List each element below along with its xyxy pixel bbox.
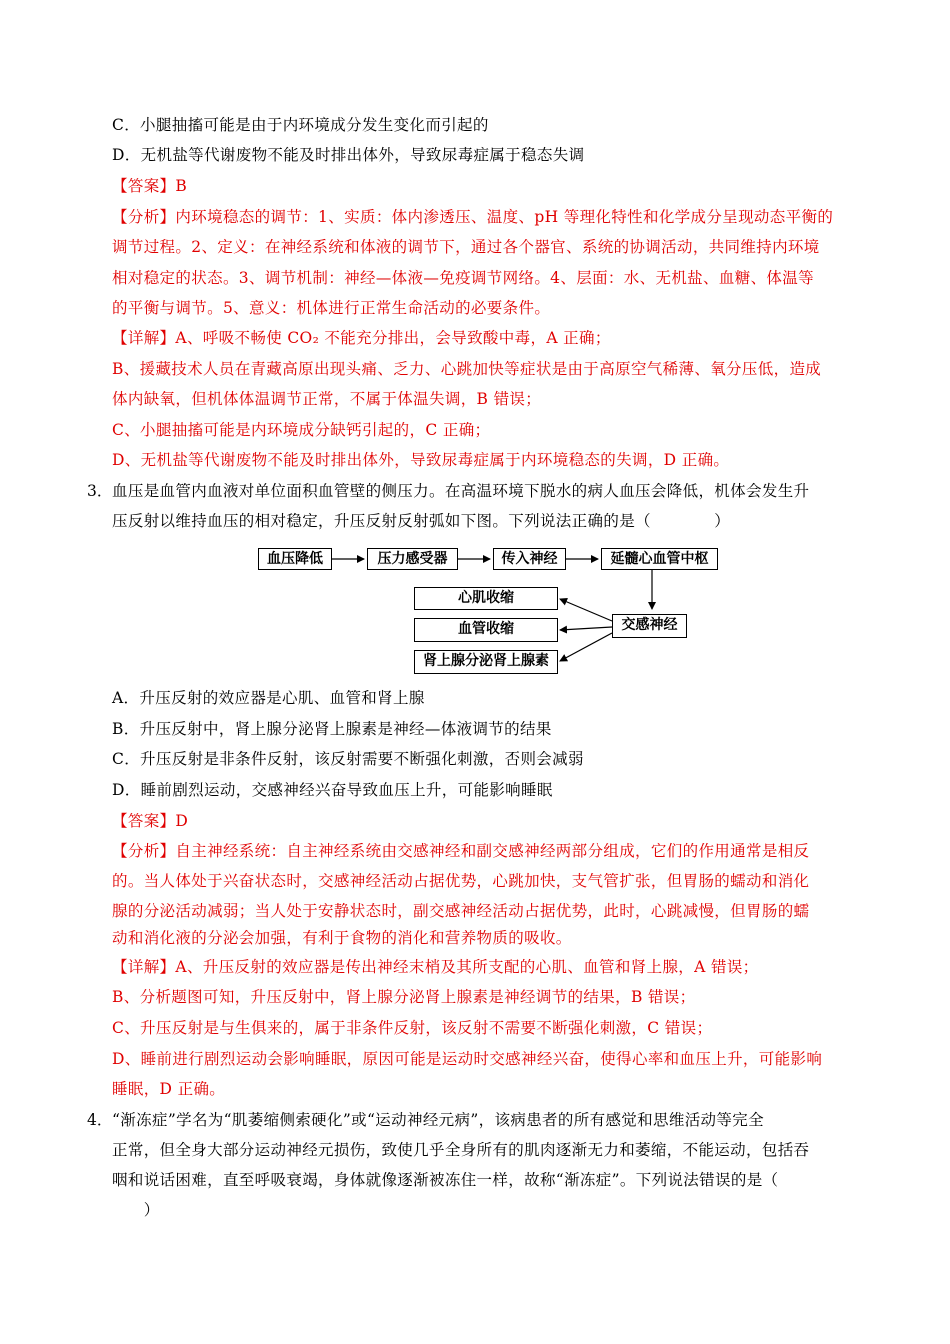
q3-option-d: D．睡前剧烈运动，交感神经兴奋导致血压上升，可能影响睡眠 (112, 781, 553, 799)
q2-detail-line: D、无机盐等代谢废物不能及时排出体外，导致尿毒症属于内环境稳态的失调，D 正确。 (112, 451, 730, 469)
q2-analysis-line: 的平衡与调节。5、意义：机体进行正常生命活动的必要条件。 (112, 299, 551, 317)
q3-detail-line: C、升压反射是与生俱来的，属于非条件反射，该反射不需要不断强化刺激，C 错误； (112, 1019, 713, 1037)
q3-detail-line: D、睡前进行剧烈运动会影响睡眠，原因可能是运动时交感神经兴奋，使得心率和血压上升，可能影响 (112, 1050, 823, 1068)
box-afferent-nerve: 传入神经 (493, 548, 566, 570)
q3-analysis-line: 腺的分泌活动减弱；当人处于安静状态时，副交感神经活动占据优势，此时，心跳减慢，但胃肠的蠕 (112, 902, 810, 920)
q2-analysis-line: 相对稳定的状态。3、调节机制：神经—体液—免疫调节网络。4、层面：水、无机盐、血糖、体温等 (112, 269, 814, 287)
q4-stem-line: ） (112, 1201, 160, 1219)
q3-stem-line: 压反射以维持血压的相对稳定，升压反射反射弧如下图。下列说法正确的是（ ） (112, 512, 731, 530)
box-bp-drop: 血压降低 (258, 548, 332, 570)
q4-number: 4． (87, 1111, 113, 1129)
q3-option-b: B．升压反射中，肾上腺分泌肾上腺素是神经—体液调节的结果 (112, 720, 552, 738)
q3-analysis-line: 的。当人体处于兴奋状态时，交感神经活动占据优势，心跳加快，支气管扩张，但胃肠的蠕动和消化 (112, 872, 810, 890)
q2-option-d: D．无机盐等代谢废物不能及时排出体外，导致尿毒症属于稳态失调 (112, 146, 585, 164)
q3-detail-line: B、分析题图可知，升压反射中，肾上腺分泌肾上腺素是神经调节的结果，B 错误； (112, 988, 696, 1006)
q4-stem-line: 咽和说话困难，直至呼吸衰竭，身体就像逐渐被冻住一样，故称“渐冻症”。下列说法错误的是（ (112, 1171, 779, 1189)
box-vasoconstriction: 血管收缩 (414, 618, 558, 642)
arrow-to-adrenal (560, 633, 612, 661)
box-cardiac-contraction: 心肌收缩 (414, 587, 558, 610)
q3-stem-line: 血压是血管内血液对单位面积血管壁的侧压力。在高温环境下脱水的病人血压会降低，机体会发生升 (112, 482, 810, 500)
q3-option-c: C．升压反射是非条件反射，该反射需要不断强化刺激，否则会减弱 (112, 750, 584, 768)
q2-detail-line: B、援藏技术人员在青藏高原出现头痛、乏力、心跳加快等症状是由于高原空气稀薄、氧分压低，造成 (112, 360, 822, 378)
q2-detail-line: C、小腿抽搐可能是内环境成分缺钙引起的，C 正确； (112, 421, 491, 439)
q3-number: 3． (87, 482, 113, 500)
q3-analysis-line: 动和消化液的分泌会加强，有利于食物的消化和营养物质的吸收。 (112, 929, 572, 947)
q2-detail-line: 体内缺氧，但机体体温调节正常，不属于体温失调，B 错误； (112, 390, 542, 408)
q2-answer: 【答案】B (112, 177, 188, 195)
box-pressure-receptor: 压力感受器 (367, 548, 458, 570)
q2-detail-line: 【详解】A、呼吸不畅使 CO₂ 不能充分排出，会导致酸中毒，A 正确； (112, 329, 611, 347)
q3-option-a: A．升压反射的效应器是心肌、血管和肾上腺 (112, 689, 425, 707)
q3-detail-line: 【详解】A、升压反射的效应器是传出神经末梢及其所支配的心肌、血管和肾上腺，A 错误； (112, 958, 759, 976)
q4-stem-line: 正常，但全身大部分运动神经元损伤，致使几乎全身所有的肌肉逐渐无力和萎缩，不能运动，包括吞 (112, 1141, 810, 1159)
q2-analysis-line: 【分析】内环境稳态的调节：1、实质：体内渗透压、温度、pH 等理化特性和化学成分呈现动态平衡的 (112, 208, 834, 226)
q3-answer: 【答案】D (112, 812, 189, 830)
q3-detail-line: 睡眠，D 正确。 (112, 1080, 226, 1098)
q4-stem-line: “渐冻症”学名为“肌萎缩侧索硬化”或“运动神经元病”，该病患者的所有感觉和思维活动等完全 (112, 1111, 764, 1129)
arrow-to-cardiac (560, 599, 612, 621)
arrow-to-vessel (560, 627, 612, 630)
box-adrenal-secretion: 肾上腺分泌肾上腺素 (414, 650, 558, 674)
q2-option-c: C．小腿抽搐可能是由于内环境成分发生变化而引起的 (112, 116, 489, 134)
box-sympathetic-nerve: 交感神经 (612, 614, 687, 638)
box-medulla-center: 延髓心血管中枢 (601, 548, 718, 570)
q2-analysis-line: 调节过程。2、定义：在神经系统和体液的调节下，通过各个器官、系统的协调活动，共同维持内环境 (112, 238, 820, 256)
q3-analysis-line: 【分析】自主神经系统：自主神经系统由交感神经和副交感神经两部分组成，它们的作用通常是相反 (112, 842, 810, 860)
